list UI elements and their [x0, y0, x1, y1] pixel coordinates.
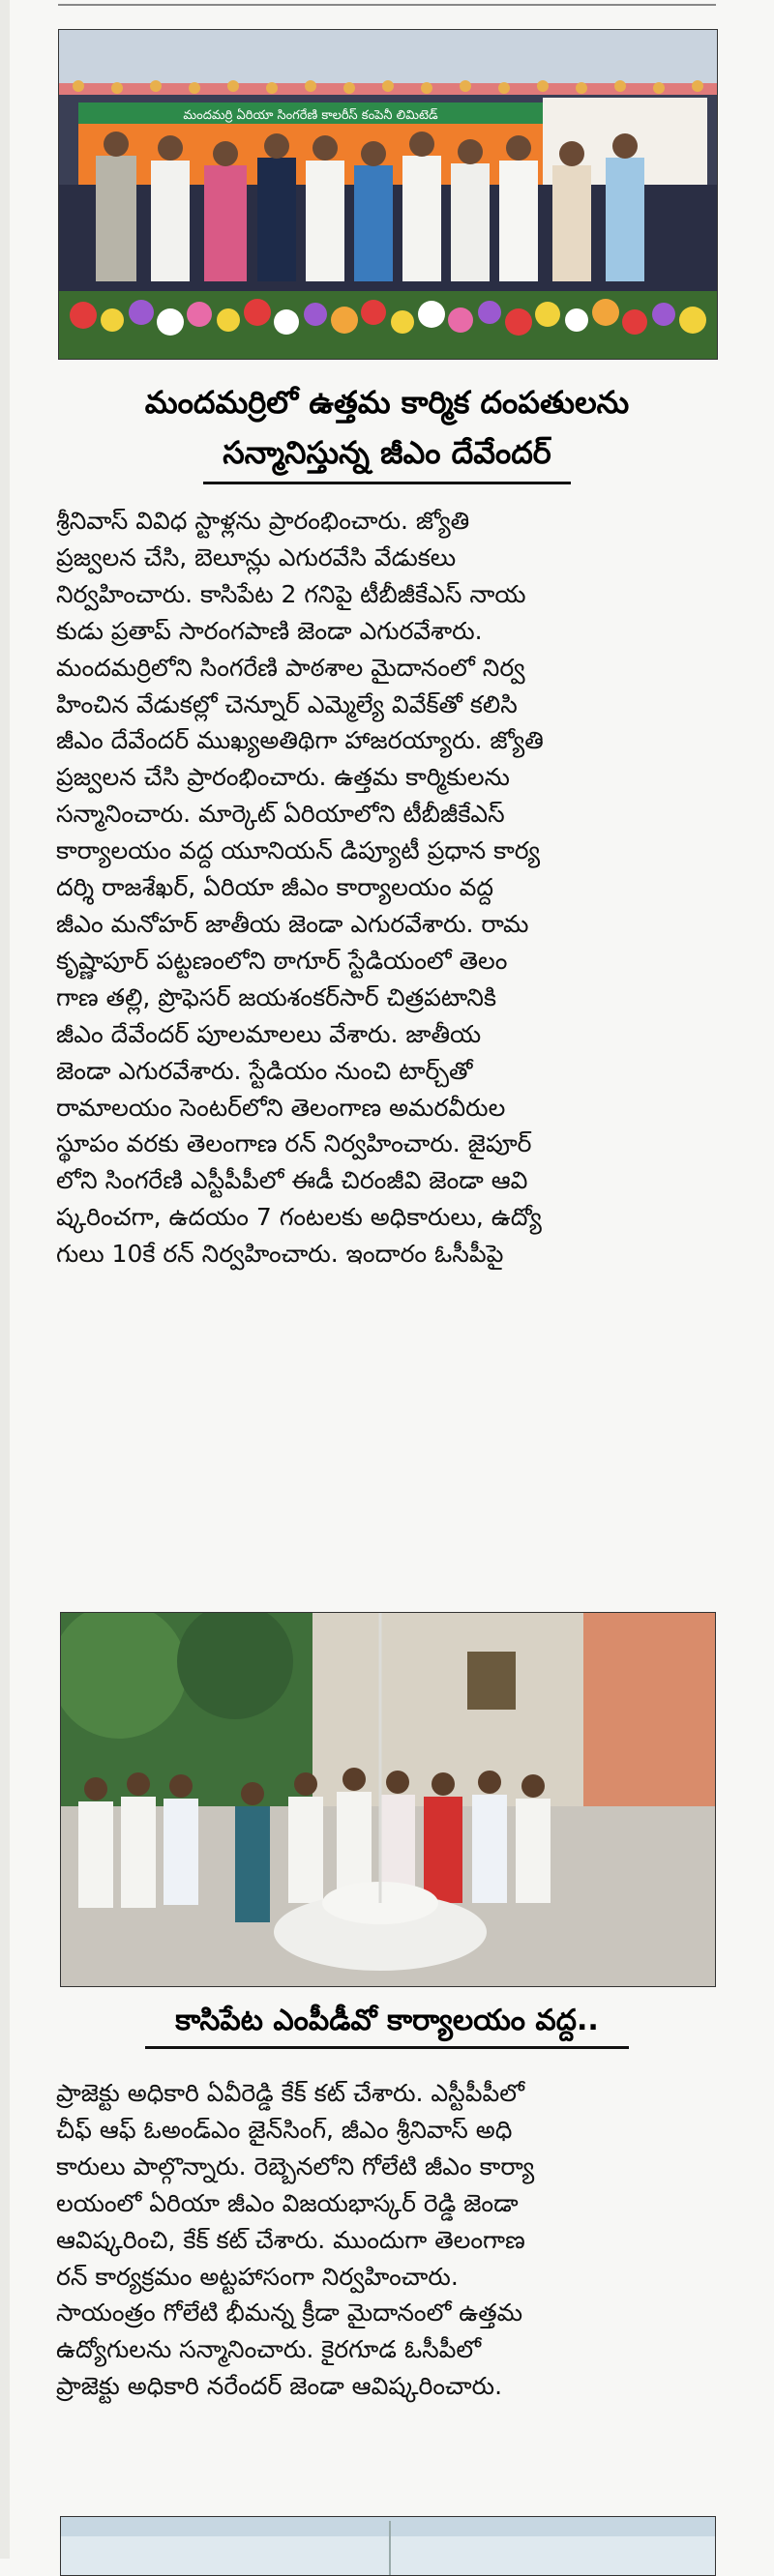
article-paragraph-1: శ్రీనివాస్ వివిధ స్టాళ్లను ప్రారంభించారు. జ్యోతి ప్రజ్వలన చేసి, బెలూన్లు ఎగురవేసి వేడుకలు నిర్వహించారు. కాసిపేట 2 గనిపై టీబీజీకేఎస్ నాయ కుడు ప్రతాప్ సారంగపాణి జెండా ఎగురవేశారు. మందమర్రిలోని సింగరేణి పాఠశాల మైదానంలో నిర్వ హించిన వేడుకల్లో చెన్నూర్ ఎమ్మెల్యే వివేక్‌తో కలిసి జీఎం దేవేందర్ ముఖ్యఅతిథిగా హాజరయ్యారు. జ్యోతి ప్రజ్వలన చేసి ప్రారంభించారు. ఉత్తమ కార్మికులను సన్మానించారు. మార్కెట్ ఏరియాలోని టీబీజీకేఎస్ కార్యాలయం వద్ద యూనియన్ డిప్యూటీ ప్రధాన కార్య దర్శి రాజశేఖర్, ఏరియా జీఎం కార్యాలయం వద్ద జీఎం మనోహర్ జాతీయ జెండా ఎగురవేశారు. రామ కృష్ణాపూర్ పట్టణంలోని ఠాగూర్ స్టేడియంలో తెలం గాణ తల్లి, ప్రొఫెసర్ జయశంకర్‌సార్ చిత్రపటానికి జీఎం దేవేందర్ పూలమాలలు వేశారు. జాతీయ జెండా ఎగురవేశారు. స్టేడియం నుంచి టార్చ్‌తో రామాలయం సెంటర్‌లోని తెలంగాణ అమరవీరుల స్థూపం వరకు తెలంగాణ రన్ నిర్వహించారు. జైపూర్ లోని సింగరేణి ఎస్టీపీపీలో ఈడీ చిరంజీవి జెండా ఆవి ష్కరించగా, ఉదయం 7 గంటలకు అధికారులు, ఉద్యో గులు 10కే రన్ నిర్వహించారు. ఇందారం ఓసీపీపై — [56, 507, 544, 1269]
photo1-caption-line2: సన్మానిస్తున్న జీఎం దేవేందర్ — [223, 434, 551, 471]
cropped-photo-illustration — [61, 2517, 715, 2575]
top-rule — [58, 4, 716, 6]
ceremony-photo — [58, 29, 718, 360]
photo1-caption-line1: మందమర్రిలో ఉత్తమ కార్మిక దంపతులను — [144, 384, 630, 421]
photo2-caption: కాసిపేట ఎంపీడీవో కార్యాలయం వద్ద.. — [175, 2004, 599, 2037]
office-flag-photo-illustration — [61, 1613, 715, 1986]
office-flag-photo — [60, 1612, 716, 1987]
page-edge — [0, 0, 10, 2559]
cropped-photo — [60, 2516, 716, 2576]
caption2-underline — [145, 2046, 629, 2049]
ceremony-photo-illustration — [59, 30, 717, 359]
caption-underline — [203, 482, 571, 484]
banner-text: మందమర్రి ఏరియా సింగరేణి కాలరీస్ కంపెనీ లిమిటెడ్ — [183, 108, 438, 123]
article-paragraph-2: ప్రాజెక్టు అధికారి ఏవీరెడ్డి కేక్ కట్ చేశారు. ఎస్టీపీపీలో చీఫ్ ఆఫ్ ఓఅండ్ఎం జైన్‌సింగ్, జీఎం శ్రీనివాస్ అధి కారులు పాల్గొన్నారు. రెబ్బెనలోని గోలేటి జీఎం కార్యా లయంలో ఏరియా జీఎం విజయభాస్కర్ రెడ్డి జెండా ఆవిష్కరించి, కేక్ కట్ చేశారు. ముందుగా తెలంగాణ రన్ కార్యక్రమం అట్టహాసంగా నిర్వహించారు. సాయంత్రం గోలేటి భీమన్న క్రీడా మైదానంలో ఉత్తమ ఉద్యోగులను సన్మానించారు. కైరగూడ ఓసీపీలో ప్రాజెక్టు అధికారి నరేందర్ జెండా ఆవిష్కరించారు. — [56, 2079, 535, 2401]
